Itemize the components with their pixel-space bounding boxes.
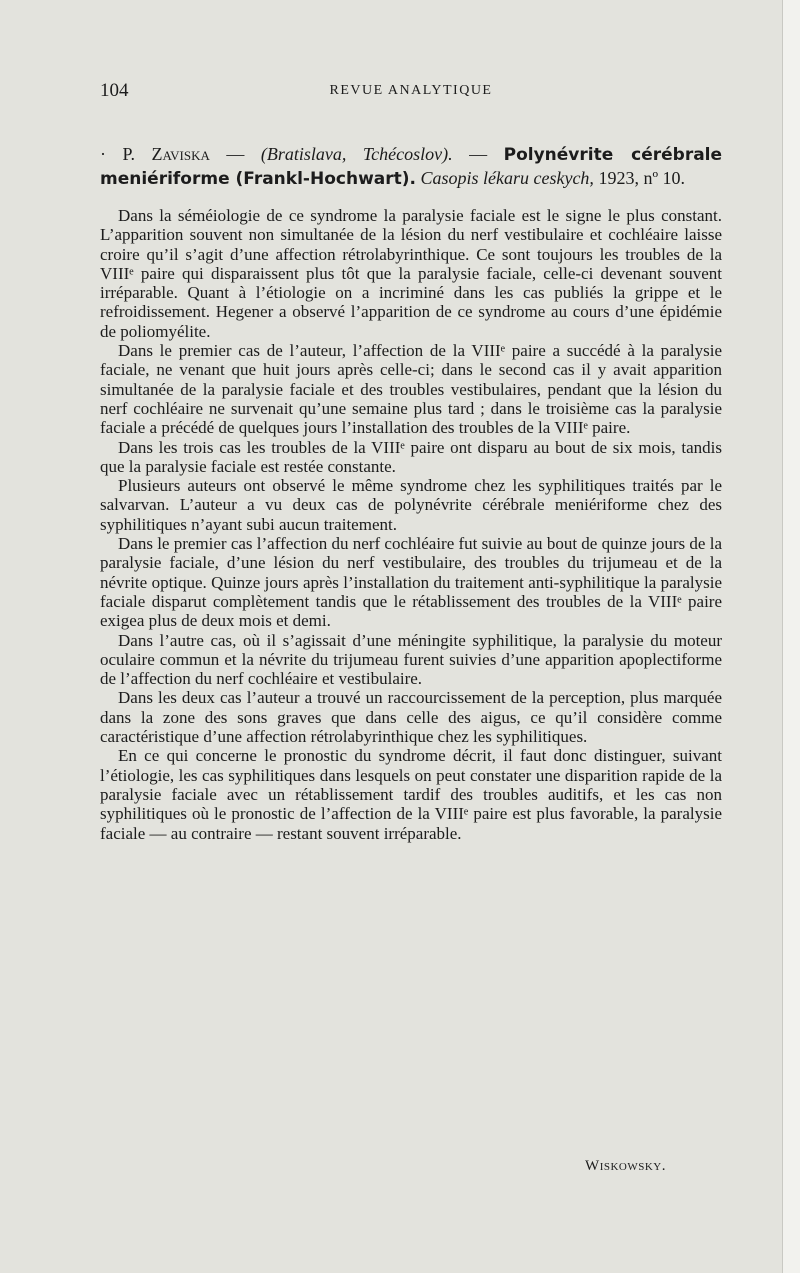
reference-title: Polynévrite cérébrale meniériforme (Frankl-Hochwart). xyxy=(100,145,723,189)
page-edge xyxy=(782,0,800,1273)
reference-journal: Casopis lékaru ceskych, xyxy=(420,167,594,188)
reference-location: (Bratislava, Tchécoslov). xyxy=(260,144,453,164)
paragraph: Dans le premier cas de l’auteur, l’affection de la VIIIᵉ paire a succédé à la paralysie faciale, ne venant que huit jours après celle-ci; dans le second cas il y avait apparition simultanée de la paralysie faciale et des troubles vestibulaires, pendant que la lésion du nerf cochléaire ne survenait qu’une semaine plus tard ; dans le troisième cas la paralysie faciale a précédé de quelques jours l’installation des troubles de la VIIIᵉ paire. xyxy=(100,341,722,438)
paragraph: Dans l’autre cas, où il s’agissait d’une méningite syphilitique, la paralysie du moteur oculaire commun et la névrite du trijumeau furent suivies d’une apparition apoplectiforme de l’affection du nerf cochléaire et vestibulaire. xyxy=(100,630,722,689)
page-header xyxy=(100,80,722,104)
paragraph: Plusieurs auteurs ont observé le même syndrome chez les syphilitiques traités par le salvarvan. L’auteur a vu deux cas de polynévrite cérébrale meniériforme chez des syphilitiques n’ayant subi aucun traitement. xyxy=(100,476,722,534)
page-number: 104 xyxy=(100,80,129,101)
article-body xyxy=(100,143,722,843)
signature: Wiskowsky. xyxy=(585,1158,666,1174)
running-title: REVUE ANALYTIQUE xyxy=(329,83,493,98)
reference-author: P. Zaviska xyxy=(122,144,210,164)
bibliographic-reference: · P. Zaviska — (Bratislava, Tchécoslov). — Polynévrite cérébrale meniériforme (Frankl-Hochwart). Casopis lékaru ceskych, 1923, nº 10. xyxy=(100,144,723,189)
paragraph: Dans la séméiologie de ce syndrome la paralysie faciale est le signe le plus constant. L’apparition souvent non simultanée de la lésion du nerf vestibulaire et cochléaire laisse croire qu’il s’agit d’une affection rétrolabyrinthique. Ce sont toujours les troubles de la VIIIᵉ paire qui disparaissent plus tôt que la paralysie faciale, celle-ci devenant souvent irréparable. Quant à l’étiologie on a incriminé dans les cas publiés la grippe et le refroidissement. Hegener a observé l’apparition de ce syndrome au cours d’une épidémie de poliomyélite. xyxy=(100,206,722,341)
reference-issue: 1923, nº 10. xyxy=(598,167,686,188)
paragraph: Dans les trois cas les troubles de la VIIIᵉ paire ont disparu au bout de six mois, tandis que la paralysie faciale est restée constante. xyxy=(100,437,722,476)
paragraph: En ce qui concerne le pronostic du syndrome décrit, il faut donc distinguer, suivant l’étiologie, les cas syphilitiques dans lesquels on peut constater une disparition rapide de la paralysie faciale avec un rétablissement tardif des troubles auditifs, et les cas non syphilitiques où le pronostic de l’affection de la VIIIᵉ paire est plus favorable, la paralysie faciale — au contraire — restant souvent irréparable. xyxy=(100,746,722,843)
paragraph: Dans les deux cas l’auteur a trouvé un raccourcissement de la perception, plus marquée dans la zone des sons graves que dans celle des aigus, ce qu’il considère comme caractéristique d’une affection rétrolabyrinthique chez les syphilitiques. xyxy=(100,688,722,747)
paragraph: Dans le premier cas l’affection du nerf cochléaire fut suivie au bout de quinze jours de la paralysie faciale, d’une lésion du nerf vestibulaire, des troubles du trijumeau et de la névrite optique. Quinze jours après l’installation du traitement anti-syphilitique la paralysie faciale disparut complètement tandis que le rétablissement des troubles de la VIIIᵉ paire exigea plus de deux mois et demi. xyxy=(100,534,722,631)
